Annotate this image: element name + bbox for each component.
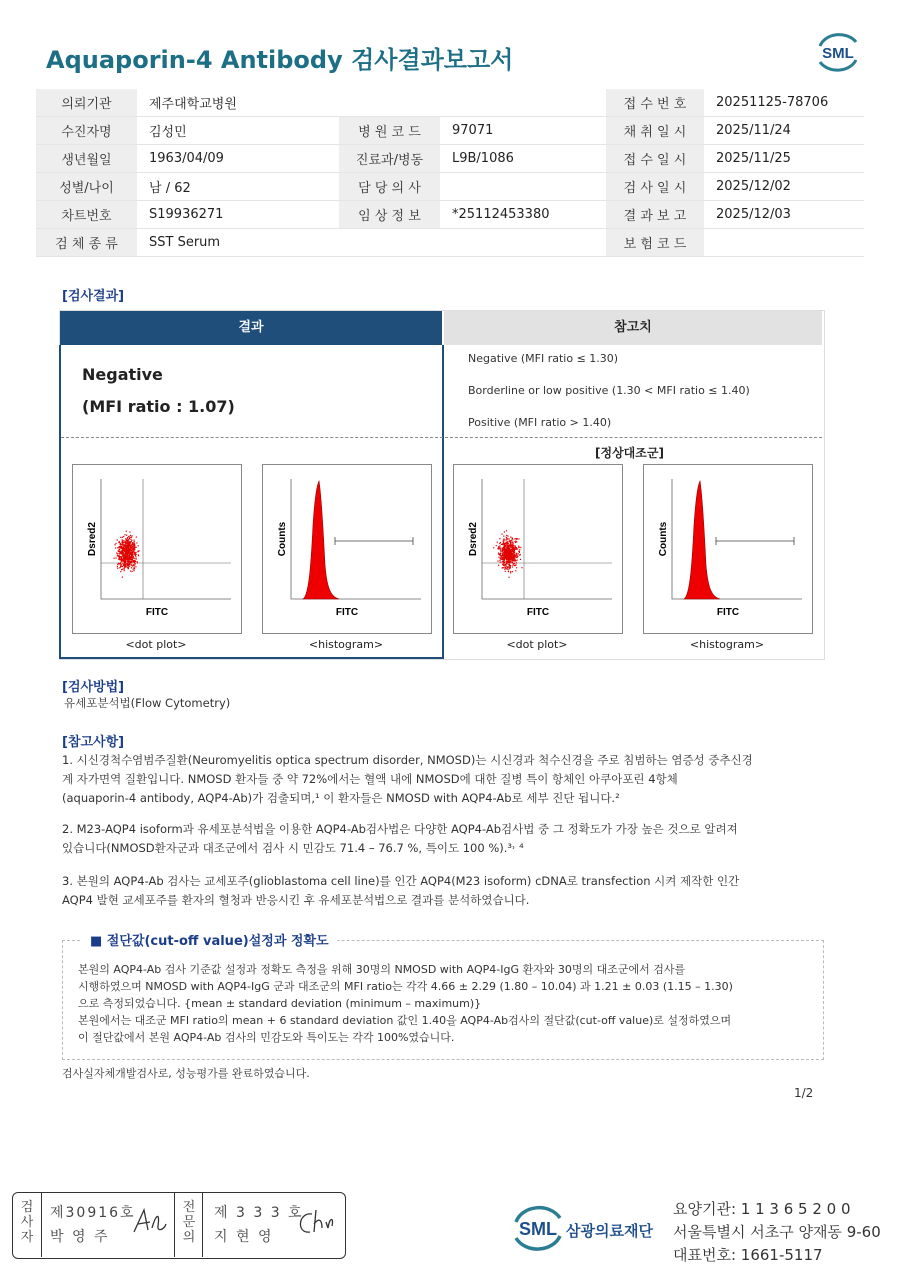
info-value: 1963/04/09 xyxy=(137,145,339,173)
mfi-value: (MFI ratio : 1.07) xyxy=(82,397,235,416)
examiner-label-char: 사 xyxy=(20,1215,34,1230)
cutoff-line: 시행하였으며 NMOSD with AQP4-IgG 군과 대조군의 MFI ratio는 각각 4.66 ± 2.29 (1.80 – 10.04) 과 1.21 ± 0.03 (1.15 – 1.30) xyxy=(78,980,733,993)
footer-logo-text: SML xyxy=(519,1219,557,1239)
control-histogram-caption: <histogram> xyxy=(689,638,765,651)
info-row xyxy=(36,117,864,145)
control-label: [정상대조군] xyxy=(595,446,664,460)
dot-cloud xyxy=(114,531,140,578)
sml-logo xyxy=(814,30,862,74)
sig-divider xyxy=(174,1193,175,1257)
institution-code: 요양기관: 1 1 3 6 5 2 0 0 xyxy=(673,1200,851,1218)
info-row xyxy=(36,89,864,117)
reference-positive: Positive (MFI ratio > 1.40) xyxy=(468,416,612,429)
info-label: 생년월일 xyxy=(36,145,137,173)
histogram-peak xyxy=(303,481,339,599)
note-1-line: 계 자가면역 질환입니다. NMOSD 환자들 중 약 72%에서는 혈액 내에 NMOSD에 대한 질병 특이 항체인 아쿠아포린 4항체 xyxy=(62,772,678,786)
patient-histogram-caption: <histogram> xyxy=(308,638,384,651)
info-label xyxy=(339,89,440,117)
info-value: 남 / 62 xyxy=(137,173,339,201)
info-row xyxy=(36,229,864,257)
reference-negative: Negative (MFI ratio ≤ 1.30) xyxy=(468,352,619,365)
note-2-line: 2. M23-AQP4 isoform과 유세포분석법을 이용한 AQP4-Ab검사법은 다양한 AQP4-Ab검사법 중 그 정확도가 가장 높은 것으로 알려져 xyxy=(62,822,738,836)
info-label: 수진자명 xyxy=(36,117,137,145)
info-value: 2025/12/03 xyxy=(704,201,864,229)
info-value: 97071 xyxy=(440,117,606,145)
specialist-name: 지 현 영 xyxy=(214,1229,274,1245)
cutoff-text xyxy=(78,961,733,1046)
info-value: L9B/1086 xyxy=(440,145,606,173)
specialist-signature xyxy=(294,1206,336,1244)
result-value: Negative xyxy=(82,365,163,384)
plot-y-label: Dsred2 xyxy=(87,522,98,556)
plot-x-label: FITC xyxy=(716,607,740,618)
note-2-line: 있습니다(NMOSD환자군과 대조군에서 검사 시 민감도 71.4 – 76.7 %, 특이도 100 %).³˒ ⁴ xyxy=(62,841,524,855)
control-dot-plot-graphic xyxy=(454,465,622,633)
info-label: 채 취 일 시 xyxy=(606,117,704,145)
info-label: 검 체 종 류 xyxy=(36,229,137,257)
info-label: 차트번호 xyxy=(36,201,137,229)
note-1 xyxy=(62,751,753,808)
info-value: 20251125-78706 xyxy=(704,89,864,117)
specialist-label-char: 의 xyxy=(182,1230,196,1245)
info-label: 접 수 일 시 xyxy=(606,145,704,173)
info-row xyxy=(36,173,864,201)
specialist-label-char: 전 xyxy=(182,1200,196,1215)
specialist-label-char: 문 xyxy=(182,1215,196,1230)
method-text: 유세포분석법(Flow Cytometry) xyxy=(64,696,231,710)
cutoff-line: 으로 측정되었습니다. {mean ± standard deviation (minimum – maximum)} xyxy=(78,997,482,1010)
control-dot-plot-caption: <dot plot> xyxy=(506,638,568,651)
dot-cloud xyxy=(493,530,522,578)
plot-axis xyxy=(101,479,231,599)
result-heading: [검사결과] xyxy=(62,289,125,304)
specialist-license: 제 3 3 3 호 xyxy=(214,1205,304,1221)
note-1-line: (aquaporin-4 antibody, AQP4-Ab)가 검출되며,¹ 이 환자들은 NMOSD with AQP4-Ab로 세부 진단 됩니다.² xyxy=(62,791,620,805)
info-value: 제주대학교병원 xyxy=(137,89,339,117)
quadrant-gates xyxy=(101,479,231,599)
note-1-line: 1. 시신경척수염범주질환(Neuromyelitis optica spectrum disorder, NMOSD)는 시신경과 척수신경을 주로 침범하는 염증성 중추신경 xyxy=(62,753,753,767)
plot-y-label: Counts xyxy=(658,521,669,557)
examiner-license: 제30916호 xyxy=(50,1205,136,1221)
patient-dot-plot-caption: <dot plot> xyxy=(125,638,187,651)
histogram-peak xyxy=(684,481,720,599)
info-value xyxy=(704,229,864,257)
org-address: 서울특별시 서초구 양재동 9-60 xyxy=(673,1223,881,1241)
info-label: 진료과/병동 xyxy=(339,145,440,173)
result-header: 결과 xyxy=(60,311,442,345)
histogram-gate xyxy=(716,537,794,545)
org-phone: 대표번호: 1661-5117 xyxy=(673,1246,823,1264)
control-histogram-graphic xyxy=(644,465,812,633)
method-heading: [검사방법] xyxy=(62,680,125,695)
page-number: 1/2 xyxy=(794,1086,814,1100)
info-label: 성별/나이 xyxy=(36,173,137,201)
plot-y-label: Dsred2 xyxy=(468,522,479,556)
info-value: *25112453380 xyxy=(440,201,606,229)
cutoff-title: ■ 절단값(cut-off value)설정과 정확도 xyxy=(82,930,337,949)
footer-logo xyxy=(510,1200,566,1260)
info-value xyxy=(440,229,606,257)
examiner-label-char: 검 xyxy=(20,1200,34,1215)
patient-histogram-graphic xyxy=(263,465,431,633)
plot-x-label: FITC xyxy=(335,607,359,618)
control-dot-plot xyxy=(453,464,623,634)
patient-info-table xyxy=(36,89,864,257)
note-2 xyxy=(62,820,738,858)
result-divider xyxy=(61,437,822,438)
sml-logo-text: SML xyxy=(822,45,854,62)
info-label: 보 험 코 드 xyxy=(606,229,704,257)
info-label: 담 당 의 사 xyxy=(339,173,440,201)
plot-x-label: FITC xyxy=(145,607,169,618)
info-value: 김성민 xyxy=(137,117,339,145)
info-label: 의뢰기관 xyxy=(36,89,137,117)
reference-header: 참고치 xyxy=(444,311,822,345)
examiner-label xyxy=(16,1200,38,1245)
examiner-name: 박 영 주 xyxy=(50,1229,110,1245)
plot-y-label: Counts xyxy=(277,521,288,557)
cutoff-line: 본원에서는 대조군 MFI ratio의 mean + 6 standard deviation 값인 1.40을 AQP4-Ab검사의 절단값(cut-off value)로 설정하였으며 xyxy=(78,1014,732,1027)
cutoff-line: 본원의 AQP4-Ab 검사 기준값 설정과 정확도 측정을 위해 30명의 NMOSD with AQP4-IgG 환자와 30명의 대조군에서 검사를 xyxy=(78,963,686,976)
info-row xyxy=(36,145,864,173)
report-title: Aquaporin-4 Antibody 검사결과보고서 xyxy=(46,46,514,74)
info-value: S19936271 xyxy=(137,201,339,229)
examiner-signature xyxy=(130,1204,170,1244)
info-label xyxy=(339,229,440,257)
sig-divider xyxy=(202,1193,203,1257)
info-label: 결 과 보 고 xyxy=(606,201,704,229)
info-label: 병 원 코 드 xyxy=(339,117,440,145)
info-value: 2025/12/02 xyxy=(704,173,864,201)
info-label: 임 상 정 보 xyxy=(339,201,440,229)
info-row xyxy=(36,201,864,229)
histogram-gate xyxy=(335,537,413,545)
info-value xyxy=(440,173,606,201)
control-histogram xyxy=(643,464,813,634)
note-3-line: AQP4 발현 교세포주를 환자의 혈청과 반응시킨 후 유세포분석법으로 결과를 분석하였습니다. xyxy=(62,893,530,907)
info-value: 2025/11/25 xyxy=(704,145,864,173)
info-value: SST Serum xyxy=(137,229,339,257)
plot-x-label: FITC xyxy=(526,607,550,618)
notes-heading: [참고사항] xyxy=(62,735,125,750)
plot-axis xyxy=(482,479,612,599)
org-name: 삼광의료재단 xyxy=(566,1222,653,1240)
quadrant-gates xyxy=(482,479,612,599)
patient-dot-plot-graphic xyxy=(73,465,241,633)
reference-borderline: Borderline or low positive (1.30 < MFI ratio ≤ 1.40) xyxy=(468,384,750,397)
info-label: 접 수 번 호 xyxy=(606,89,704,117)
patient-dot-plot xyxy=(72,464,242,634)
patient-histogram xyxy=(262,464,432,634)
cutoff-line: 이 절단값에서 본원 AQP4-Ab 검사의 민감도와 특이도는 각각 100%였습니다. xyxy=(78,1031,455,1044)
note-3 xyxy=(62,872,739,910)
info-value: 2025/11/24 xyxy=(704,117,864,145)
sig-divider xyxy=(41,1193,42,1257)
validation-note: 검사실자체개발검사로, 성능평가를 완료하였습니다. xyxy=(62,1067,310,1080)
note-3-line: 3. 본원의 AQP4-Ab 검사는 교세포주(glioblastoma cell line)를 인간 AQP4(M23 isoform) cDNA로 transfection 시켜 제작한 인간 xyxy=(62,874,740,888)
specialist-label xyxy=(178,1200,200,1245)
info-label: 검 사 일 시 xyxy=(606,173,704,201)
info-value xyxy=(440,89,606,117)
examiner-label-char: 자 xyxy=(20,1230,34,1245)
